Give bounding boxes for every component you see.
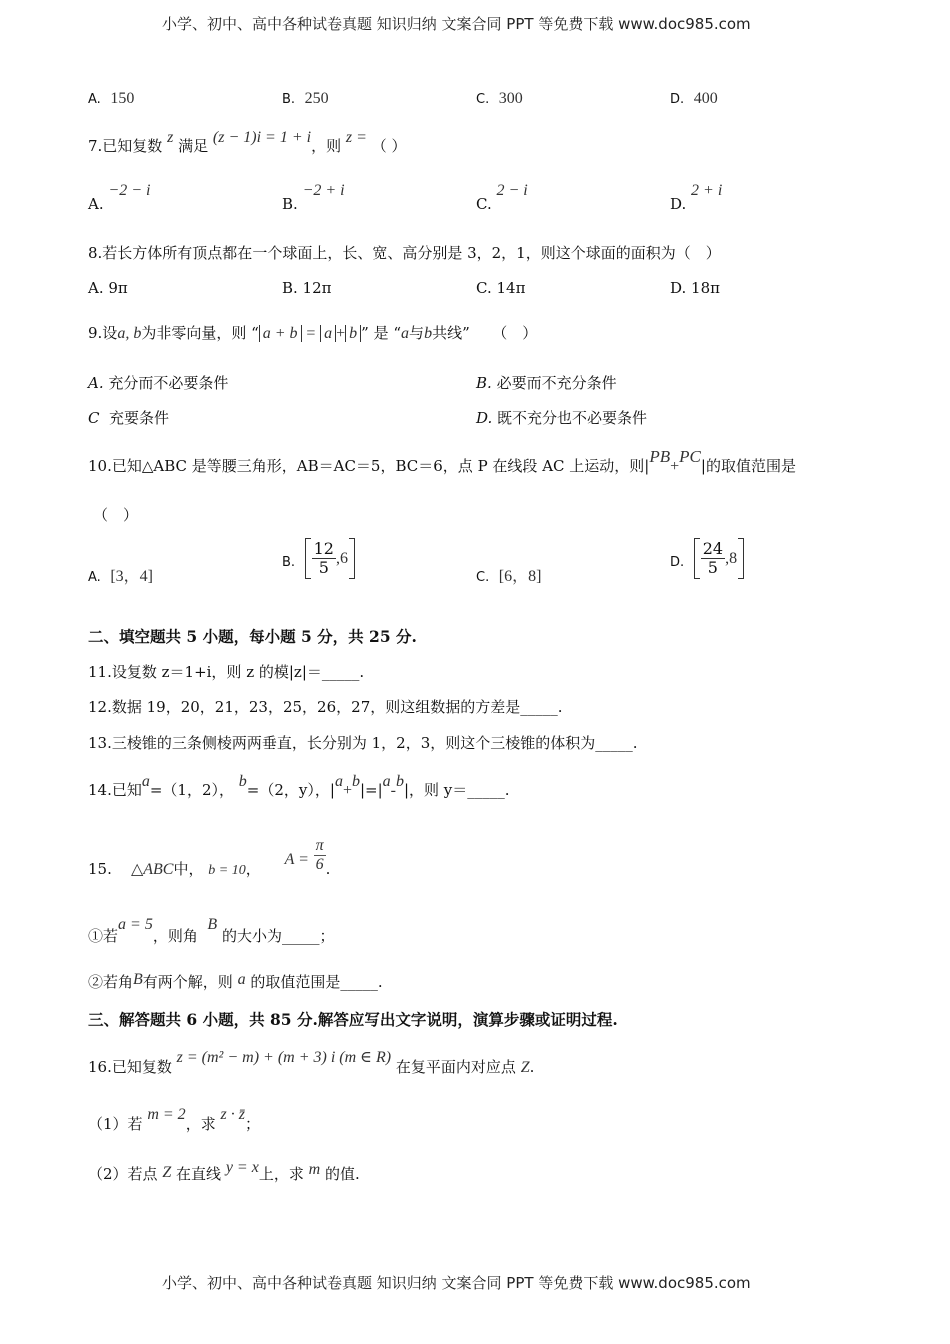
section-2-title: 二、填空题共 5 小题，每小题 5 分，共 25 分.	[88, 627, 417, 646]
option-b: B. 250	[282, 90, 329, 107]
question-9-stem: 9.设a, b为非零向量，则 “ a + b = a + b ” 是 “a与b共线” （ ）	[88, 324, 538, 342]
option-b: B. −2 + i	[282, 182, 345, 213]
question-7-stem: 7.已知复数 z 满足 (z − 1)i = 1 + i，则 z = （ ）	[88, 129, 407, 155]
option-c: C. [6，8]	[476, 568, 542, 585]
page-header: 小学、初中、高中各种试卷真题 知识归纳 文案合同 PPT 等免费下载 www.doc985.com	[162, 15, 751, 33]
option-b: B. 必要而不充分条件	[476, 374, 617, 392]
option-d: D. 400	[670, 90, 718, 107]
question-16-part-2: （2）若点 Z 在直线 y = x上，求 m 的值.	[88, 1159, 360, 1183]
option-d: D. 2 + i	[670, 182, 723, 213]
option-d: D. 18π	[670, 279, 720, 297]
option-a: A. 充分而不必要条件	[88, 374, 229, 392]
question-13: 13.三棱锥的三条侧棱两两垂直，长分别为 1，2，3，则这个三棱锥的体积为_____.	[88, 734, 638, 752]
question-16-stem: 16.已知复数 z = (m² − m) + (m + 3) i (m ∈ R) 在复平面内对应点 Z.	[88, 1049, 535, 1076]
option-c: C. 14π	[476, 279, 526, 297]
option-b: B. $\frac{12}{5}$ ,6	[282, 538, 355, 579]
option-c: C 充要条件	[88, 409, 170, 427]
question-15-part-2: ②若角B有两个解，则 a 的取值范围是_____.	[88, 971, 383, 991]
question-15-stem: 15. △ABC中， b = 10， A = $\frac{\pi}{6}$ .	[88, 837, 331, 878]
question-14: 14.已知a=（1，2）， b=（2，y），|a+b|=|a-b|，则 y＝_____.	[88, 773, 510, 799]
option-a: A. −2 − i	[88, 182, 151, 213]
option-d: D. 既不充分也不必要条件	[476, 409, 648, 427]
option-d: D. $\frac{24}{5}$ ,8	[670, 538, 744, 579]
question-10-paren: （ ）	[93, 506, 139, 524]
option-c: C. 2 − i	[476, 182, 528, 213]
question-15-part-1: ①若a = 5，则角 B 的大小为_____；	[88, 916, 335, 945]
section-3-title: 三、解答题共 6 小题，共 85 分.解答应写出文字说明，演算步骤或证明过程.	[88, 1010, 618, 1029]
option-a: A. [3，4]	[88, 568, 154, 585]
question-16-part-1: （1）若 m = 2，求 z · z̄；	[88, 1106, 260, 1133]
question-11: 11.设复数 z＝1+i，则 z 的模|z|＝_____.	[88, 663, 365, 681]
option-c: C. 300	[476, 90, 523, 107]
page-footer: 小学、初中、高中各种试卷真题 知识归纳 文案合同 PPT 等免费下载 www.doc985.com	[162, 1274, 751, 1292]
option-a: A. 150	[88, 90, 135, 107]
option-b: B. 12π	[282, 279, 332, 297]
option-a: A. 9π	[88, 279, 128, 297]
question-12: 12.数据 19，20，21，23，25，26，27，则这组数据的方差是_____.	[88, 698, 563, 716]
question-10-stem: 10.已知△ABC 是等腰三角形，AB＝AC＝5，BC＝6，点 P 在线段 AC 上运动，则|PB+PC|的取值范围是	[88, 447, 796, 475]
question-8-stem: 8.若长方体所有顶点都在一个球面上，长、宽、高分别是 3，2，1，则这个球面的面积为（ ）	[88, 244, 721, 262]
